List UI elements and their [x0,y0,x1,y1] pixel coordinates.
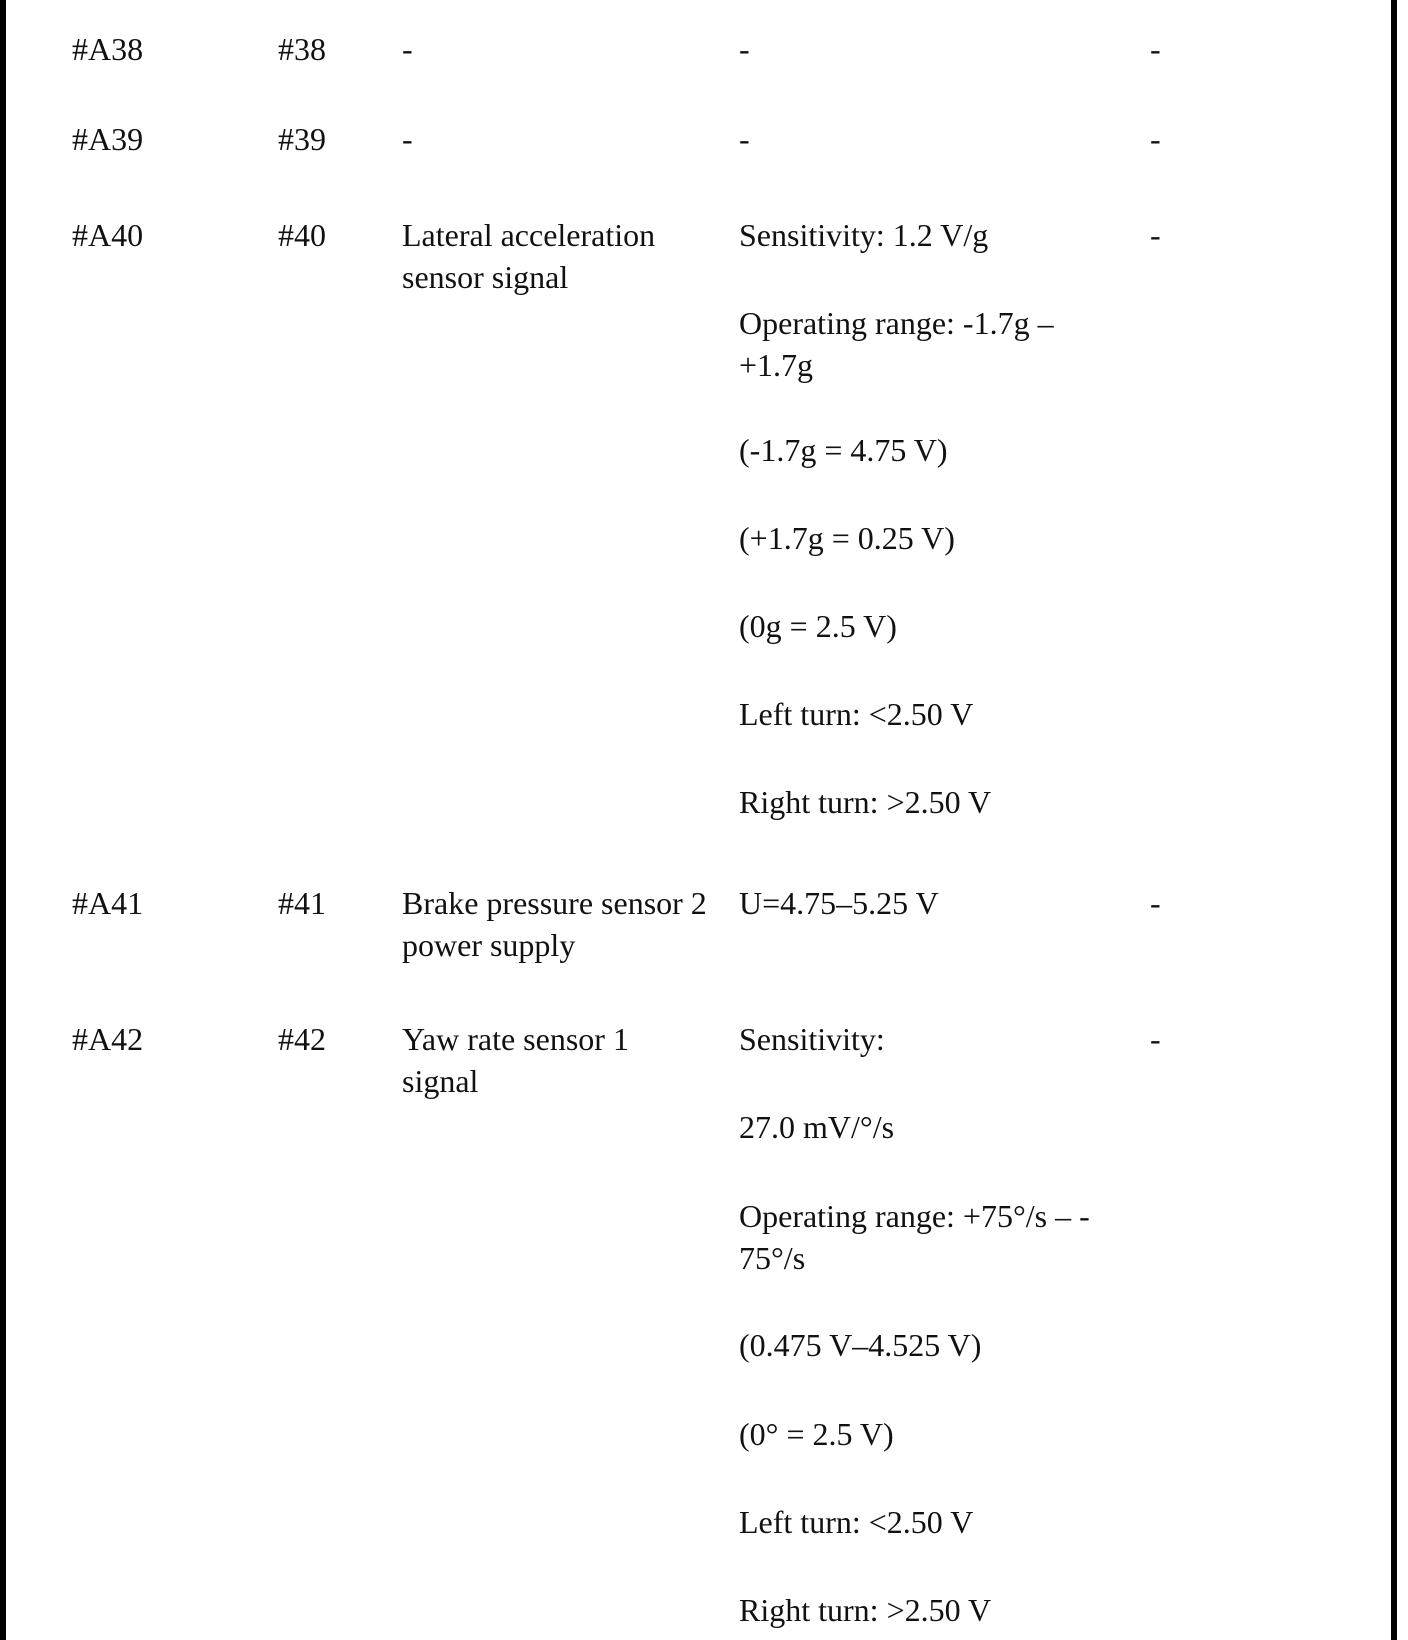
extra-value: - [1150,217,1161,253]
value-line: Left turn: <2.50 V [739,696,974,732]
extra-value: - [1150,885,1161,921]
signal-description [402,882,707,966]
signal-description [402,214,655,298]
pin-id: #A42 [72,1021,144,1057]
value-item [739,1106,894,1148]
pin-id: #A41 [72,885,144,921]
terminal-number: #42 [278,1021,326,1057]
pin-id: #A38 [72,31,144,67]
extra-value: - [1150,121,1161,157]
extra-value: - [1150,31,1161,67]
value-line: (0g = 2.5 V) [739,608,897,644]
terminal-number: #39 [278,121,326,157]
signal-description [402,118,413,160]
description-line: Yaw rate sensor 1 [402,1021,629,1057]
value-line: (0° = 2.5 V) [739,1416,894,1452]
value-item [739,1501,973,1543]
value-line: U=4.75–5.25 V [739,885,939,921]
signal-values [739,882,939,924]
terminal-number: #41 [278,885,326,921]
terminal-number: #40 [278,217,326,253]
value-line: Operating range: -1.7g – [739,305,1054,341]
value-item [739,781,991,823]
page-border-right [1391,0,1397,1640]
signal-values [739,28,750,70]
pin-id: #A39 [72,121,144,157]
value-item [739,302,1054,386]
value-item [739,214,988,256]
value-line: Right turn: >2.50 V [739,1592,992,1628]
value-item [739,605,897,647]
description-line: Brake pressure sensor 2 [402,885,707,921]
pin-id: #A40 [72,217,144,253]
value-line: - [739,121,750,157]
value-line: Sensitivity: 1.2 V/g [739,217,989,253]
description-line: signal [402,1063,479,1099]
description-line: - [402,121,413,157]
value-line: 27.0 mV/°/s [739,1109,895,1145]
value-line: (+1.7g = 0.25 V) [739,520,955,556]
terminal-number: #38 [278,31,326,67]
signal-description [402,28,413,70]
value-line: Right turn: >2.50 V [739,784,992,820]
value-item [739,1018,885,1060]
value-line: +1.7g [739,347,814,383]
value-item [739,429,948,471]
signal-description [402,1018,629,1102]
value-item [739,1324,981,1366]
value-line: Operating range: +75°/s – - [739,1198,1090,1234]
value-line: (-1.7g = 4.75 V) [739,432,948,468]
value-item [739,517,955,559]
value-line: Sensitivity: [739,1021,885,1057]
extra-value: - [1150,1021,1161,1057]
description-line: sensor signal [402,259,569,295]
value-line: Left turn: <2.50 V [739,1504,974,1540]
value-line: (0.475 V–4.525 V) [739,1327,982,1363]
description-line: power supply [402,927,576,963]
value-item [739,1413,894,1455]
description-line: Lateral acceleration [402,217,656,253]
value-item [739,693,973,735]
value-item [739,1195,1090,1279]
value-item [739,1589,991,1631]
value-line: - [739,31,750,67]
signal-values [739,118,750,160]
description-line: - [402,31,413,67]
value-line: 75°/s [739,1240,806,1276]
